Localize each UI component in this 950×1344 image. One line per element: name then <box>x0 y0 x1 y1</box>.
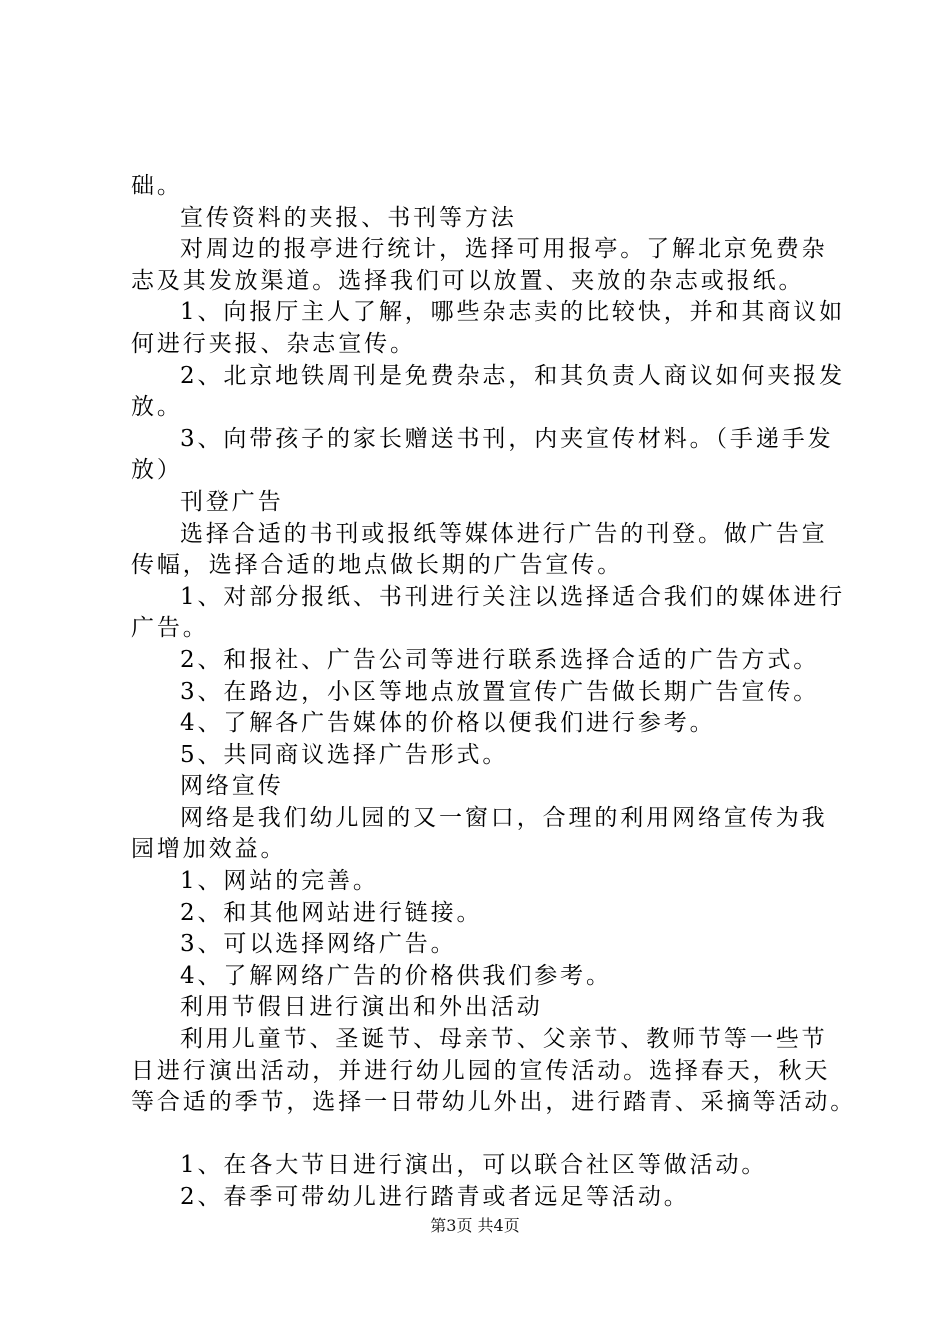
list-item: 3、可以选择网络广告。 <box>180 931 457 958</box>
list-item: 1、在各大节日进行演出，可以联合社区等做活动。 <box>180 1152 768 1179</box>
text-line: 何进行夹报、杂志宣传。 <box>131 330 416 357</box>
document-body <box>131 171 857 1214</box>
list-item: 1、对部分报纸、书刊进行关注以选择适合我们的媒体进行 <box>180 583 846 610</box>
list-item: 2、春季可带幼儿进行踏青或者远足等活动。 <box>180 1184 690 1210</box>
section-heading-flyers: 宣传资料的夹报、书刊等方法 <box>180 204 517 231</box>
list-item: 4、了解各广告媒体的价格以便我们进行参考。 <box>180 710 716 737</box>
text-line: 放。 <box>131 394 183 421</box>
list-item: 2、北京地铁周刊是免费杂志，和其负责人商议如何夹报发 <box>180 362 846 389</box>
list-item: 1、向报厅主人了解，哪些杂志卖的比较快，并和其商议如 <box>180 299 846 326</box>
text-line: 等合适的季节，选择一日带幼儿外出，进行踏青、采摘等活动。 <box>131 1089 857 1116</box>
text-line: 网络是我们幼儿园的又一窗口，合理的利用网络宣传为我 <box>180 804 828 831</box>
text-line: 对周边的报亭进行统计，选择可用报亭。了解北京免费杂 <box>180 236 828 263</box>
list-item: 1、网站的完善。 <box>180 868 379 895</box>
text-line: 志及其发放渠道。选择我们可以放置、夹放的杂志或报纸。 <box>131 267 805 294</box>
list-item: 3、在路边，小区等地点放置宣传广告做长期广告宣传。 <box>180 678 820 705</box>
list-item: 2、和其他网站进行链接。 <box>180 899 483 926</box>
list-item: 2、和报社、广告公司等进行联系选择合适的广告方式。 <box>180 646 820 673</box>
list-item: 5、共同商议选择广告形式。 <box>180 741 509 768</box>
blank-line <box>131 1119 839 1151</box>
text-line: 础。 <box>131 173 183 199</box>
text-line: 利用儿童节、圣诞节、母亲节、父亲节、教师节等一些节 <box>180 1026 828 1053</box>
text-line: 日进行演出活动，并进行幼儿园的宣传活动。选择春天，秋天 <box>131 1057 831 1084</box>
text-line: 园增加效益。 <box>131 836 287 863</box>
section-heading-holidays: 利用节假日进行演出和外出活动 <box>180 994 543 1021</box>
text-line: 放） <box>131 457 183 484</box>
section-heading-online: 网络宣传 <box>180 773 284 800</box>
text-line: 广告。 <box>131 615 209 642</box>
text-line: 传幅，选择合适的地点做长期的广告宣传。 <box>131 552 624 579</box>
page-number-footer: 第3页 共4页 <box>430 1216 520 1235</box>
text-line: 选择合适的书刊或报纸等媒体进行广告的刊登。做广告宣 <box>180 520 828 547</box>
list-item: 3、向带孩子的家长赠送书刊，内夹宣传材料。（手递手发 <box>180 425 834 452</box>
section-heading-ads: 刊登广告 <box>180 488 284 515</box>
list-item: 4、了解网络广告的价格供我们参考。 <box>180 962 612 989</box>
